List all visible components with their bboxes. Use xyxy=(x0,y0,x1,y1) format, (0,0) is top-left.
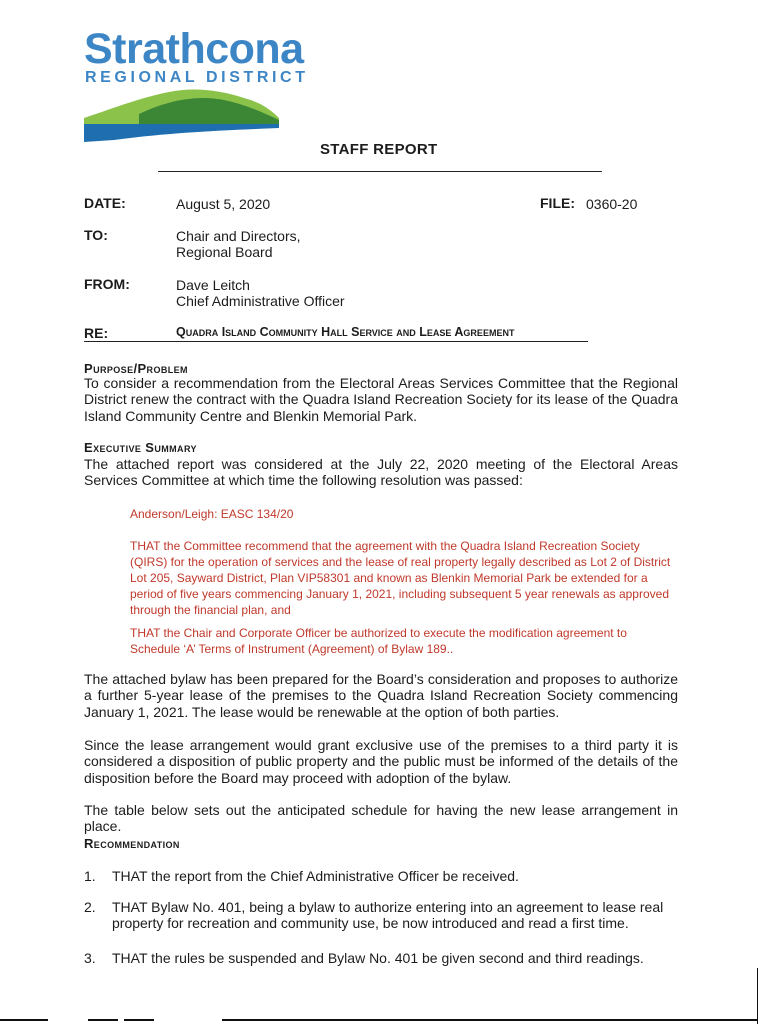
report-title: STAFF REPORT xyxy=(320,141,438,158)
to-line-2: Regional Board xyxy=(176,244,273,260)
resolution-clause-2: THAT the Chair and Corporate Officer be authorized to execute the modification agreement to Schedule ‘A’ Terms of Instrument (Agreement) of Bylaw 189.. xyxy=(130,626,627,656)
recommendation-heading: Recommendation xyxy=(84,836,180,851)
file-label: FILE: xyxy=(540,195,575,211)
scan-edge-line xyxy=(0,1019,48,1021)
file-value: 0360-20 xyxy=(586,196,638,212)
scan-edge-line xyxy=(757,968,758,1024)
title-divider xyxy=(158,171,602,172)
from-label: FROM: xyxy=(84,276,130,292)
to-line-1: Chair and Directors, xyxy=(176,228,301,244)
resolution-reference: Anderson/Leigh: EASC 134/20 xyxy=(130,507,294,521)
logo-subtitle: REGIONAL DISTRICT xyxy=(85,69,309,86)
summary-text: The attached report was considered at the July 22, 2020 meeting of the Electoral Areas Services Committee at which time the following resolution was passed: xyxy=(84,456,678,489)
date-label: DATE: xyxy=(84,195,126,211)
purpose-text: To consider a recommendation from the Electoral Areas Services Committee that the Regional District renew the contract with the Quadra Island Recreation Society for its lease of the Quadra Island Community Centre and Blenkin Memorial Park. xyxy=(84,375,678,424)
recommendation-number: 1. xyxy=(84,868,96,884)
body-paragraph-1: The attached bylaw has been prepared for the Board’s consideration and proposes to authorize a further 5-year lease of the premises to the Quadra Island Recreation Society commencing January 1, 2021. The lease would be renewable at the option of both parties. xyxy=(84,671,678,720)
from-line-2: Chief Administrative Officer xyxy=(176,293,345,309)
resolution-clause-1: THAT the Committee recommend that the agreement with the Quadra Island Recreation Society (QIRS) for the operation of services and the lease of real property legally described as Lot 2 of District Lot 205, Sayward District, Plan VIP58301 and known as Blenkin Memorial Park be extended for a period of five years commencing January 1, 2021, including subsequent 5 year renewals as approved through the financial plan, and xyxy=(130,539,671,617)
recommendation-text: THAT the rules be suspended and Bylaw No. 401 be given second and third readings. xyxy=(112,950,644,966)
recommendation-number: 3. xyxy=(84,950,96,966)
body-paragraph-2: Since the lease arrangement would grant exclusive use of the premises to a third party it is considered a disposition of public property and the public must be informed of the details of the disposition before the Board may proceed with adoption of the bylaw. xyxy=(84,737,678,786)
summary-heading: Executive Summary xyxy=(84,440,197,455)
recommendation-number: 2. xyxy=(84,899,96,915)
re-subject: Quadra Island Community Hall Service and Lease Agreement xyxy=(176,325,515,339)
body-paragraph-3: The table below sets out the anticipated schedule for having the new lease arrangement in place. xyxy=(84,802,678,835)
scan-edge-line xyxy=(124,1019,154,1021)
re-label: RE: xyxy=(84,325,109,341)
from-line-1: Dave Leitch xyxy=(176,277,250,293)
scan-edge-line xyxy=(222,1019,757,1021)
recommendation-text: THAT the report from the Chief Administrative Officer be received. xyxy=(112,868,519,884)
logo-landscape-icon xyxy=(84,84,284,142)
logo-wordmark: Strathcona xyxy=(84,25,304,73)
recommendation-text: THAT Bylaw No. 401, being a bylaw to authorize entering into an agreement to lease real property for recreation and community use, be now introduced and read a first time. xyxy=(112,899,664,932)
purpose-heading: Purpose/Problem xyxy=(84,361,188,376)
re-underline xyxy=(84,341,588,342)
to-label: TO: xyxy=(84,227,108,243)
date-value: August 5, 2020 xyxy=(176,196,271,212)
scan-edge-line xyxy=(88,1019,118,1021)
